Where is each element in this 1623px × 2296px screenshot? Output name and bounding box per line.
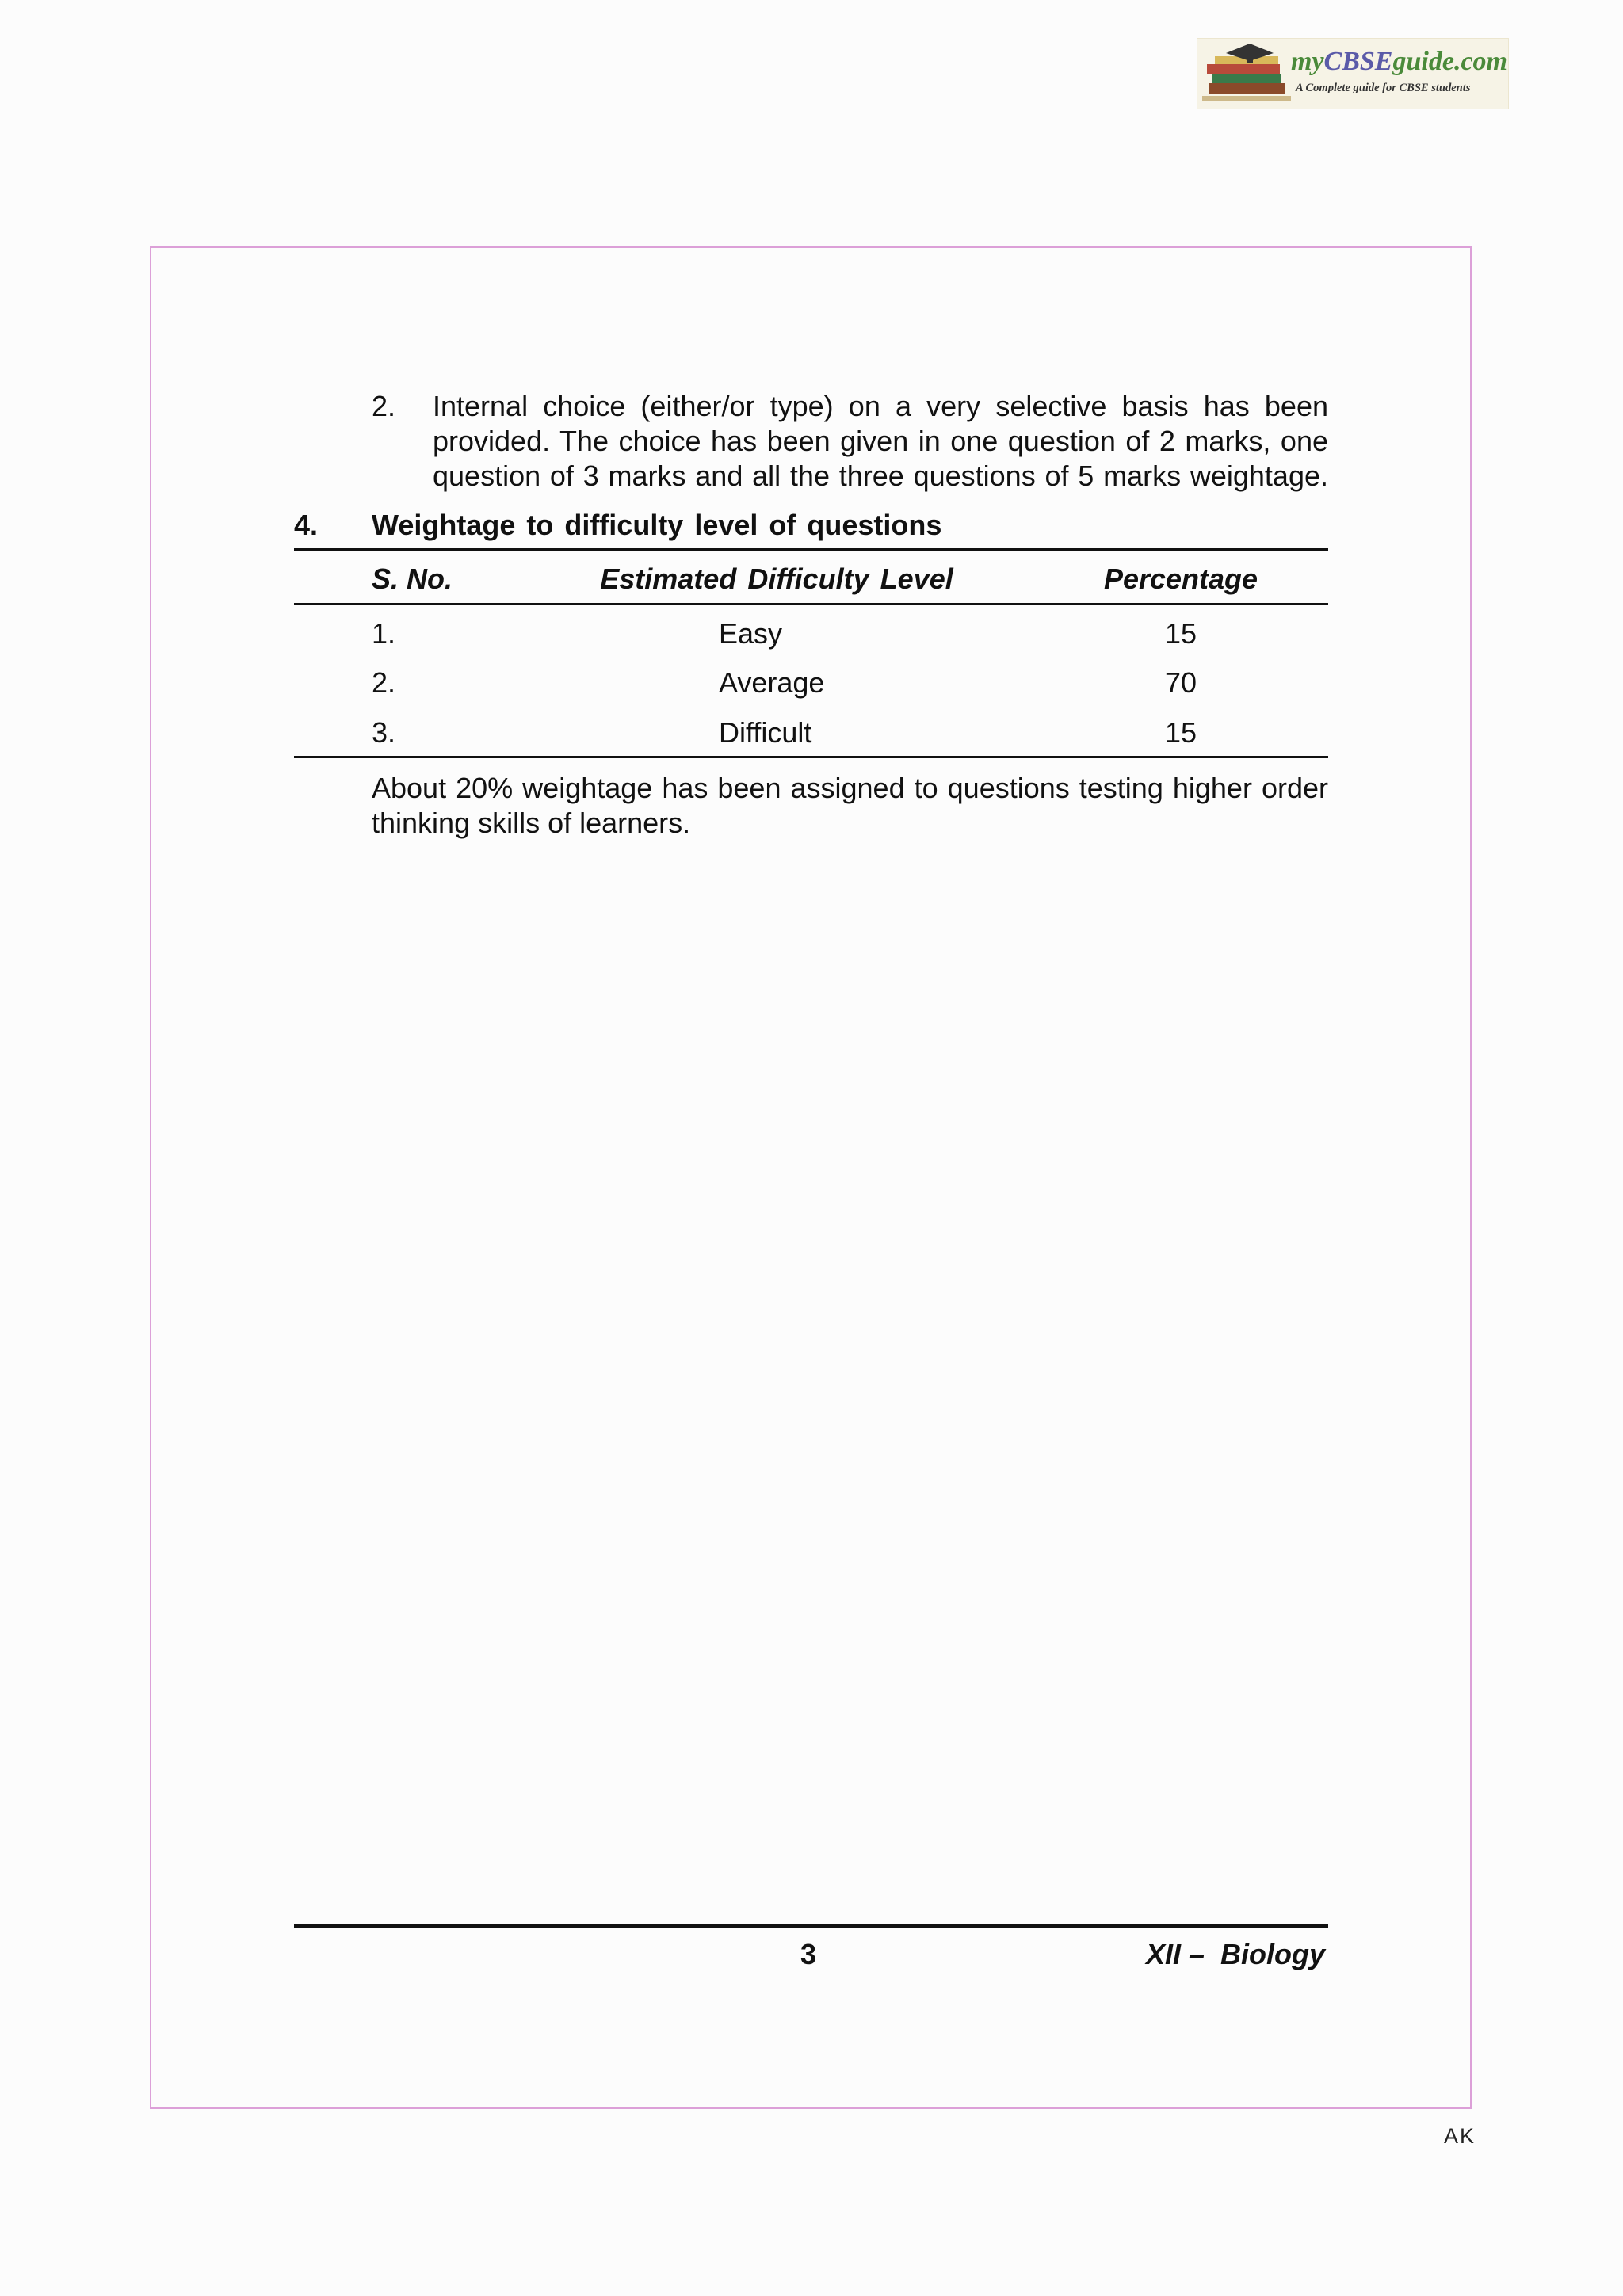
books-icon: [1202, 42, 1291, 105]
footer-rule: [294, 1924, 1328, 1928]
section-4-heading: Weightage to difficulty level of questions: [372, 509, 942, 541]
footer-subject: XII – Biology: [1146, 1938, 1326, 1970]
logo-tagline: A Complete guide for CBSE students: [1296, 82, 1471, 94]
logo-brand-name: myCBSEguide.com: [1291, 47, 1507, 76]
table-cell-level: Average: [719, 666, 825, 699]
table-header-percentage: Percentage: [1103, 563, 1258, 595]
point-2-line-1: Internal choice (either/or type) on a very selective basis has been: [433, 390, 1328, 422]
table-cell-percentage: 70: [1164, 666, 1197, 699]
table-cell-level: Easy: [719, 617, 783, 650]
table-header-difficulty: Estimated Difficulty Level: [600, 563, 953, 595]
note-line-2: thinking skills of learners.: [372, 807, 691, 839]
corner-mark: AK: [1444, 2124, 1476, 2148]
point-2-line-3: question of 3 marks and all the three questions of 5 marks weightage.: [433, 460, 1328, 492]
point-2-number: 2.: [372, 390, 396, 422]
table-cell-level: Difficult: [719, 716, 812, 749]
table-cell-sno: 2.: [372, 666, 396, 699]
table-cell-percentage: 15: [1164, 617, 1197, 650]
mycbseguide-logo: [1197, 38, 1509, 109]
table-header-sno: S. No.: [372, 563, 453, 595]
table-top-rule: [294, 548, 1328, 551]
table-cell-sno: 1.: [372, 617, 396, 650]
table-cell-percentage: 15: [1164, 716, 1197, 749]
section-4-number: 4.: [294, 509, 319, 541]
point-2-line-2: provided. The choice has been given in one question of 2 marks, one: [433, 425, 1328, 457]
table-cell-sno: 3.: [372, 716, 396, 749]
table-header-rule: [294, 603, 1328, 605]
page-number: 3: [800, 1938, 817, 1970]
note-line-1: About 20% weightage has been assigned to questions testing higher order: [372, 772, 1328, 804]
table-bottom-rule: [294, 756, 1328, 758]
